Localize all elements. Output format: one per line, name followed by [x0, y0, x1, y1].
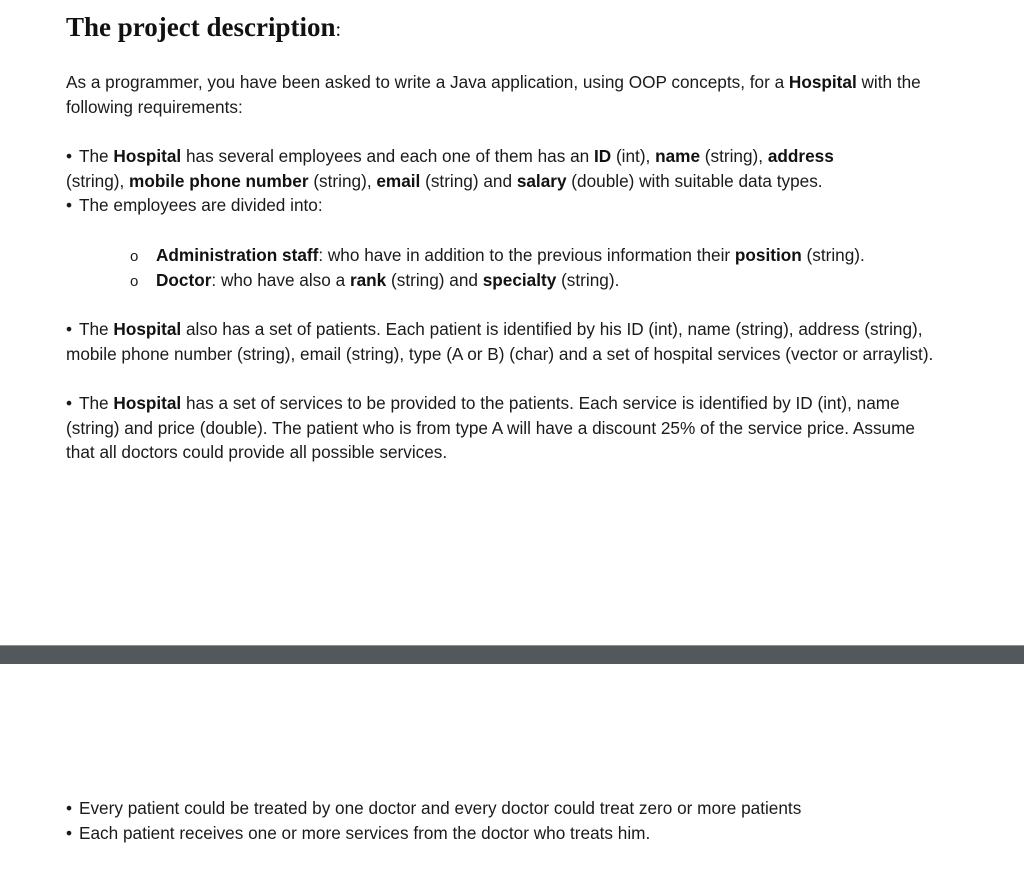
bold-span: email	[376, 170, 421, 191]
text-span: (string) and	[420, 170, 517, 191]
page-break-divider	[0, 645, 1024, 664]
bold-span: Hospital	[113, 393, 182, 413]
bullet-employees-divided	[66, 193, 946, 218]
bold-span: ID	[593, 146, 612, 166]
bold-span: Hospital	[113, 319, 182, 339]
bullet-marker: •	[66, 195, 73, 215]
text-span: (string),	[700, 146, 768, 166]
sub-bullet-marker: o	[130, 248, 139, 265]
bullet-patient-doctor-relation	[66, 796, 966, 821]
sub-bullet-marker: o	[130, 273, 139, 290]
bold-span: address	[767, 146, 834, 166]
intro-paragraph	[66, 70, 946, 119]
sub-bullet-doctor	[130, 268, 1010, 295]
intro-text-2: with the following requirements:	[66, 72, 921, 117]
intro-text-1: As a programmer, you have been asked to write a Java application, using OOP concepts, for a	[66, 72, 789, 92]
intro-bold-hospital: Hospital	[788, 72, 857, 92]
bullet-employees-attributes	[66, 144, 946, 193]
bold-span: name	[655, 146, 701, 166]
bold-span: rank	[349, 270, 387, 290]
text-span: : who have in addition to the previous information their	[318, 245, 735, 265]
text-span: has a set of services to be provided to the patients. Each service is identified by ID (int), name (string) and price (double). The patient who is from type A will have a discount 25% of the service price. Assume that all doctors could provide all possible services.	[66, 393, 915, 463]
text-span: The employees are divided into:	[79, 195, 323, 215]
text-span: (double) with suitable data types.	[566, 170, 823, 191]
text-span: (string).	[801, 245, 865, 265]
title-colon: :	[335, 19, 342, 41]
text-span: (string).	[556, 270, 620, 290]
text-span: Each patient receives one or more services from the doctor who treats him.	[79, 823, 651, 843]
text-span: The	[79, 146, 114, 166]
text-span: (int),	[611, 146, 656, 166]
bold-span: Hospital	[113, 146, 182, 166]
bullet-marker: •	[66, 319, 73, 339]
sub-bullet-administration-staff	[130, 243, 1010, 270]
bullet-marker: •	[66, 393, 73, 413]
bullet-services	[66, 391, 946, 465]
bold-span: specialty	[482, 270, 557, 290]
bold-span: mobile phone number	[129, 170, 309, 191]
page-title	[66, 12, 341, 43]
text-span: (string),	[308, 170, 377, 191]
bullet-patients	[66, 317, 946, 366]
bold-span: position	[734, 245, 802, 265]
text-span: also has a set of patients. Each patient is identified by his ID (int), name (string), address (string), mobile phone number (string), email (string), type (A or B) (char) and a set of hospital services (vector or arraylist).	[66, 319, 934, 364]
text-span: The	[79, 393, 114, 413]
bold-span: Doctor	[156, 270, 212, 290]
bold-span: salary	[516, 170, 567, 191]
bullet-patient-services	[66, 821, 966, 846]
bold-span: Administration staff	[156, 245, 319, 265]
text-span: Every patient could be treated by one doctor and every doctor could treat zero or more patients	[79, 798, 802, 818]
title-text: The project description	[66, 12, 336, 42]
text-span: has several employees and each one of them has an	[181, 146, 594, 166]
text-span: The	[79, 319, 114, 339]
bullet-marker: •	[66, 146, 73, 166]
text-span: (string) and	[386, 270, 483, 290]
bullet-marker: •	[66, 798, 73, 818]
bullet-marker: •	[66, 823, 73, 843]
text-span: : who have also a	[211, 270, 350, 290]
text-span: (string),	[66, 170, 130, 191]
